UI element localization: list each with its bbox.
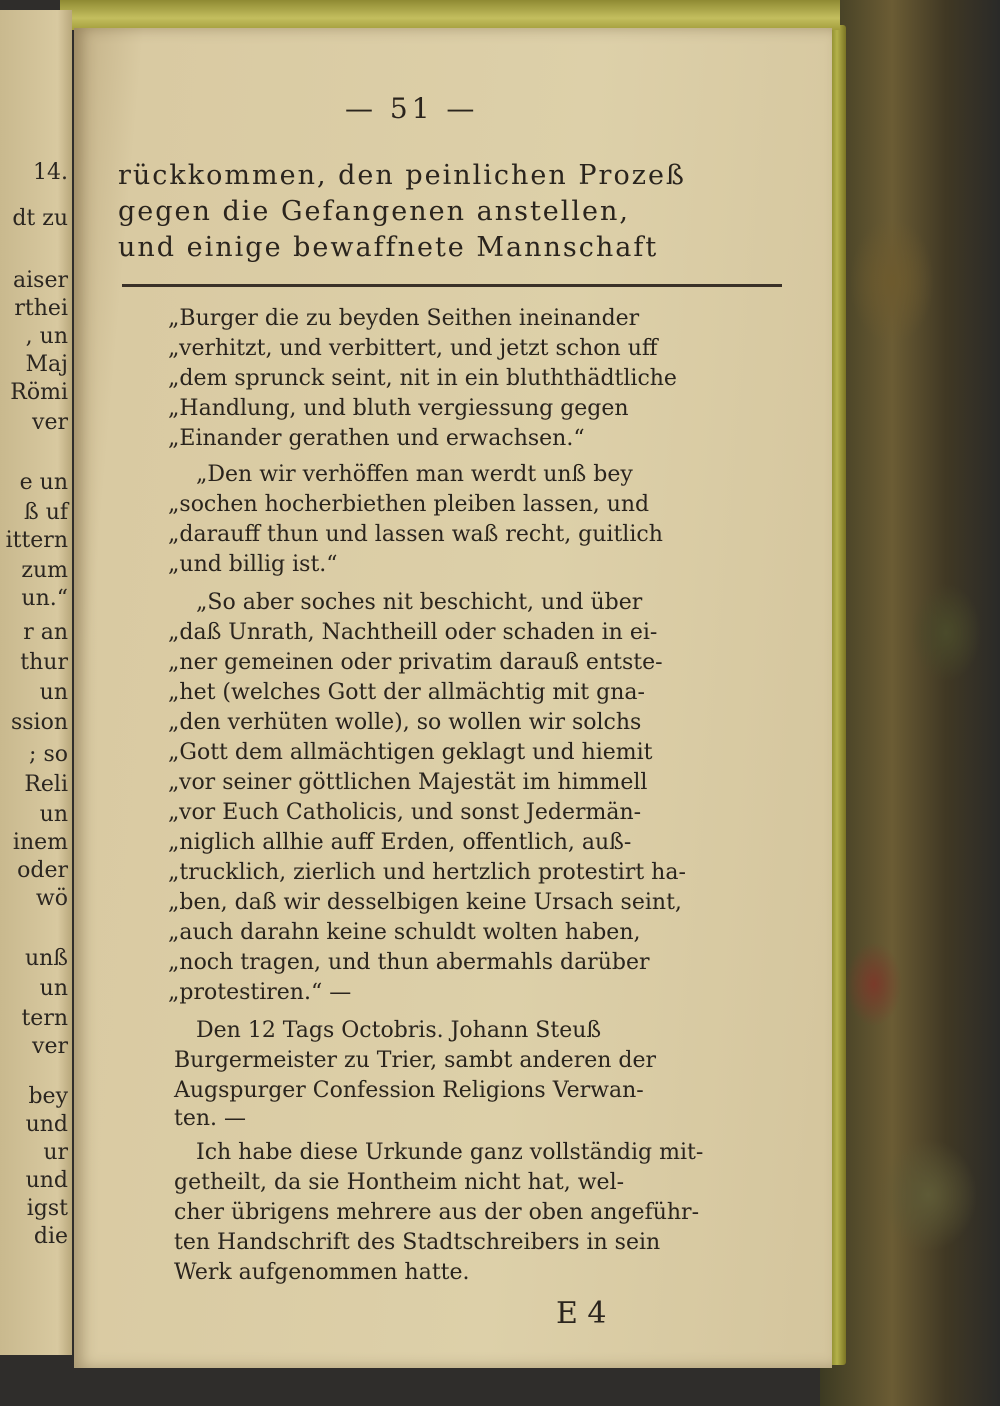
- facing-page-fragment: , un: [25, 324, 68, 349]
- body-line: „Den wir verhöffen man werdt unß bey: [196, 462, 633, 487]
- body-line: „protestiren.“ —: [168, 980, 352, 1005]
- body-line: „niglich allhie auff Erden, offentlich, auß-: [168, 830, 632, 855]
- facing-page-fragment: die: [33, 1224, 68, 1249]
- facing-page-fragment: zum: [21, 558, 68, 583]
- facing-page-fragment: ssion: [10, 710, 68, 735]
- facing-page-fragment: oder: [17, 858, 68, 883]
- body-line: Den 12 Tags Octobris. Johann Steuß: [196, 1018, 602, 1043]
- facing-page-fragment: e un: [19, 470, 68, 495]
- body-line: „verhitzt, und verbittert, und jetzt schon uff: [168, 336, 658, 361]
- page-gilt-edge: [60, 0, 840, 30]
- header-line: gegen die Gefangenen anstellen,: [118, 196, 630, 227]
- facing-page-fragment: Maj: [25, 352, 68, 377]
- facing-page-fragment: tern: [21, 1006, 68, 1031]
- facing-page-fragment: Römi: [10, 380, 68, 405]
- facing-page-fragment: inem: [12, 830, 68, 855]
- facing-page-fragment: rthei: [14, 296, 68, 321]
- body-line: „Gott dem allmächtigen geklagt und hiemit: [168, 740, 653, 765]
- facing-page-fragment: un: [39, 680, 68, 705]
- body-line: Burgermeister zu Trier, sambt anderen der: [174, 1048, 657, 1073]
- header-line: und einige bewaffnete Mannschaft: [118, 232, 659, 263]
- body-line: „vor Euch Catholicis, und sonst Jedermän-: [168, 800, 642, 825]
- facing-page-fragment: ß uf: [24, 500, 68, 525]
- body-line: „und billig ist.“: [168, 552, 338, 577]
- facing-page-fragment: un: [39, 976, 68, 1001]
- body-line: „daß Unrath, Nachtheill oder schaden in ei-: [168, 620, 658, 645]
- facing-page-fragment: thur: [20, 650, 68, 675]
- facing-page: [0, 10, 72, 1355]
- facing-page-fragment: un.“: [21, 586, 68, 611]
- facing-page-fragment: ver: [32, 410, 68, 435]
- facing-page-fragment: r an: [23, 620, 68, 645]
- facing-page-fragment: wö: [35, 886, 68, 911]
- facing-page-fragment: Reli: [24, 772, 68, 797]
- facing-page-fragment: unß: [24, 946, 68, 971]
- body-line: „ben, daß wir desselbigen keine Ursach seint,: [168, 890, 682, 915]
- facing-page-fragment: bey: [28, 1084, 68, 1109]
- facing-page-fragment: 14.: [33, 160, 68, 185]
- body-line: „het (welches Gott der allmächtig mit gna-: [168, 680, 645, 705]
- body-line: „So aber soches nit beschicht, und über: [196, 590, 643, 615]
- facing-page-fragment: ur: [43, 1140, 68, 1165]
- body-line: ten. —: [174, 1106, 247, 1131]
- body-line: „vor seiner göttlichen Majestät im himmell: [168, 770, 648, 795]
- body-line: „ner gemeinen oder privatim darauß entste-: [168, 650, 663, 675]
- body-line: Ich habe diese Urkunde ganz vollständig mit-: [196, 1140, 704, 1165]
- body-line: „darauff thun und lassen waß recht, guitlich: [168, 522, 663, 547]
- body-line: „noch tragen, und thun abermahls darüber: [168, 950, 650, 975]
- body-line: cher übrigens mehrere aus der oben angeführ-: [174, 1200, 700, 1225]
- page-number: — 51 —: [345, 92, 479, 125]
- facing-page-fragment: ver: [32, 1034, 68, 1059]
- facing-page-fragment: un: [39, 802, 68, 827]
- body-line: „den verhüten wolle), so wollen wir solchs: [168, 710, 642, 735]
- book-cover: [820, 0, 1000, 1406]
- facing-page-fragment: ittern: [5, 528, 68, 553]
- body-line: „Burger die zu beyden Seithen ineinander: [168, 306, 640, 331]
- body-line: „dem sprunck seint, nit in ein bluththädtliche: [168, 366, 677, 391]
- facing-page-fragment: und: [25, 1112, 68, 1137]
- body-line: Augspurger Confession Religions Verwan-: [174, 1078, 644, 1103]
- body-line: Werk aufgenommen hatte.: [174, 1260, 470, 1285]
- facing-page-fragment: aiser: [13, 268, 68, 293]
- signature-mark: E 4: [556, 1296, 607, 1331]
- body-line: „Handlung, und bluth vergiessung gegen: [168, 396, 629, 421]
- facing-page-fragment: und: [25, 1168, 68, 1193]
- body-line: „auch darahn keine schuldt wolten haben,: [168, 920, 641, 945]
- section-rule: [122, 284, 782, 287]
- facing-page-fragment: ; so: [29, 742, 68, 767]
- header-line: rückkommen, den peinlichen Prozeß: [118, 160, 686, 191]
- facing-page-fragment: igst: [26, 1196, 68, 1221]
- body-line: ten Handschrift des Stadtschreibers in sein: [174, 1230, 661, 1255]
- body-line: „sochen hocherbiethen pleiben lassen, und: [168, 492, 650, 517]
- body-line: „trucklich, zierlich und hertzlich protestirt ha-: [168, 860, 686, 885]
- body-line: „Einander gerathen und erwachsen.“: [168, 426, 585, 451]
- facing-page-fragment: dt zu: [12, 206, 68, 231]
- body-line: getheilt, da sie Hontheim nicht hat, wel-: [174, 1170, 625, 1195]
